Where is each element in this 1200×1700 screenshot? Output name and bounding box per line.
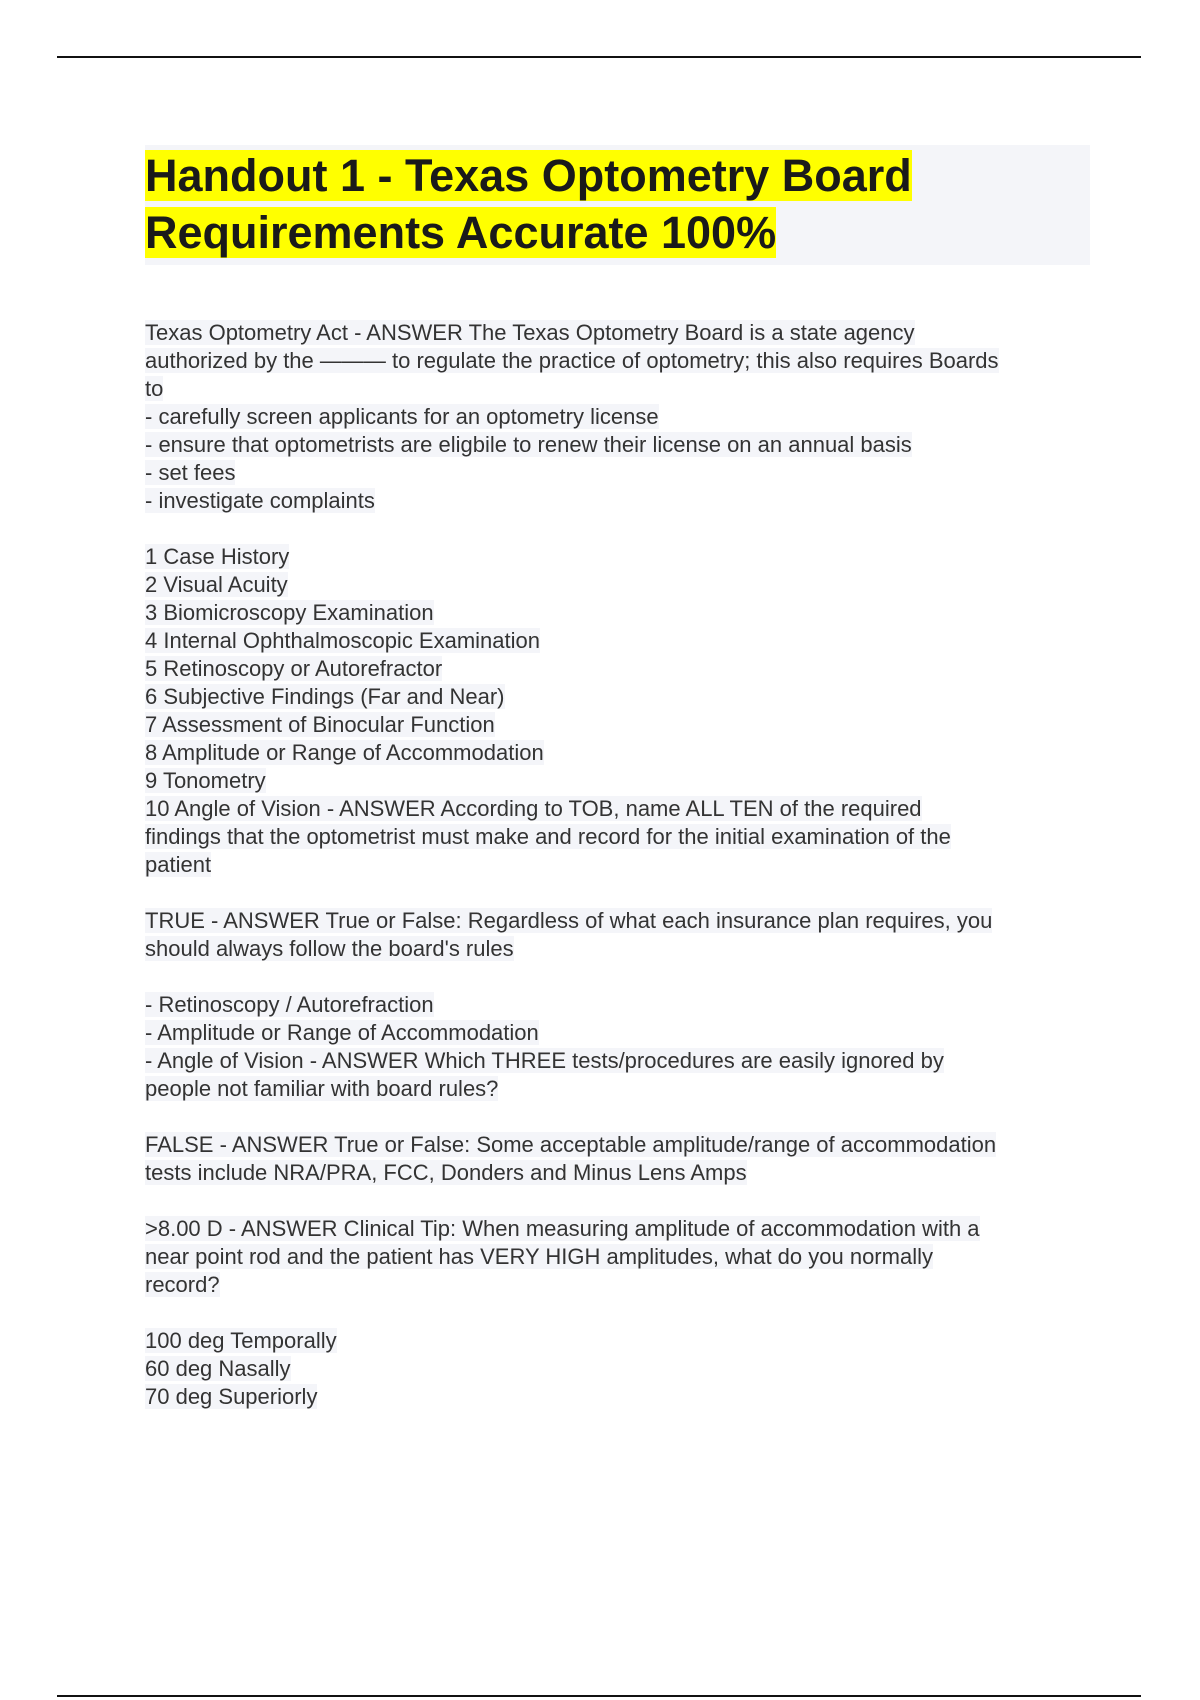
card-line: tests include NRA/PRA, FCC, Donders and Minus Lens Amps	[145, 1160, 747, 1185]
card-texas-optometry-act	[145, 319, 1090, 515]
card-line: 7 Assessment of Binocular Function	[145, 712, 495, 737]
card-line: >8.00 D - ANSWER Clinical Tip: When measuring amplitude of accommodation with a	[145, 1216, 980, 1241]
card-line: - Angle of Vision - ANSWER Which THREE tests/procedures are easily ignored by	[145, 1048, 944, 1073]
card-line: - set fees	[145, 460, 236, 485]
card-line: near point rod and the patient has VERY HIGH amplitudes, what do you normally	[145, 1244, 933, 1269]
card-line: - ensure that optometrists are eligbile to renew their license on an annual basis	[145, 432, 912, 457]
card-line: 100 deg Temporally	[145, 1328, 337, 1353]
document-body	[145, 145, 1090, 1439]
card-line: - Retinoscopy / Autorefraction	[145, 992, 434, 1017]
card-ignored-tests	[145, 991, 1090, 1103]
card-line: patient	[145, 852, 212, 877]
card-line: 70 deg Superiorly	[145, 1384, 318, 1409]
card-visual-field	[145, 1327, 1090, 1411]
card-insurance-rules	[145, 907, 1090, 963]
top-divider	[57, 56, 1141, 58]
card-line: - carefully screen applicants for an optometry license	[145, 404, 659, 429]
card-line: authorized by the ——— to regulate the practice of optometry; this also requires Boards	[145, 348, 999, 373]
title-line-2: Requirements Accurate 100%	[145, 207, 777, 258]
card-line: 5 Retinoscopy or Autorefractor	[145, 656, 443, 681]
card-line: 8 Amplitude or Range of Accommodation	[145, 740, 544, 765]
bottom-divider	[57, 1695, 1141, 1697]
card-line: record?	[145, 1272, 220, 1297]
card-line: 1 Case History	[145, 544, 290, 569]
card-line: 4 Internal Ophthalmoscopic Examination	[145, 628, 540, 653]
card-line: - Amplitude or Range of Accommodation	[145, 1020, 539, 1045]
card-line: 2 Visual Acuity	[145, 572, 288, 597]
card-line: people not familiar with board rules?	[145, 1076, 499, 1101]
card-line: - investigate complaints	[145, 488, 375, 513]
card-line: 10 Angle of Vision - ANSWER According to TOB, name ALL TEN of the required	[145, 796, 922, 821]
page-title	[145, 147, 1090, 261]
card-line: to	[145, 376, 164, 401]
card-required-findings	[145, 543, 1090, 879]
card-clinical-tip	[145, 1215, 1090, 1299]
title-line-1: Handout 1 - Texas Optometry Board	[145, 150, 912, 201]
card-line: Texas Optometry Act - ANSWER The Texas Optometry Board is a state agency	[145, 320, 915, 345]
card-line: 60 deg Nasally	[145, 1356, 291, 1381]
card-accommodation-tests	[145, 1131, 1090, 1187]
card-line: 3 Biomicroscopy Examination	[145, 600, 434, 625]
card-line: 9 Tonometry	[145, 768, 266, 793]
card-line: 6 Subjective Findings (Far and Near)	[145, 684, 505, 709]
title-block	[145, 145, 1090, 265]
card-line: should always follow the board's rules	[145, 936, 514, 961]
card-line: TRUE - ANSWER True or False: Regardless of what each insurance plan requires, you	[145, 908, 993, 933]
card-line: FALSE - ANSWER True or False: Some acceptable amplitude/range of accommodation	[145, 1132, 997, 1157]
card-line: findings that the optometrist must make and record for the initial examination of the	[145, 824, 951, 849]
